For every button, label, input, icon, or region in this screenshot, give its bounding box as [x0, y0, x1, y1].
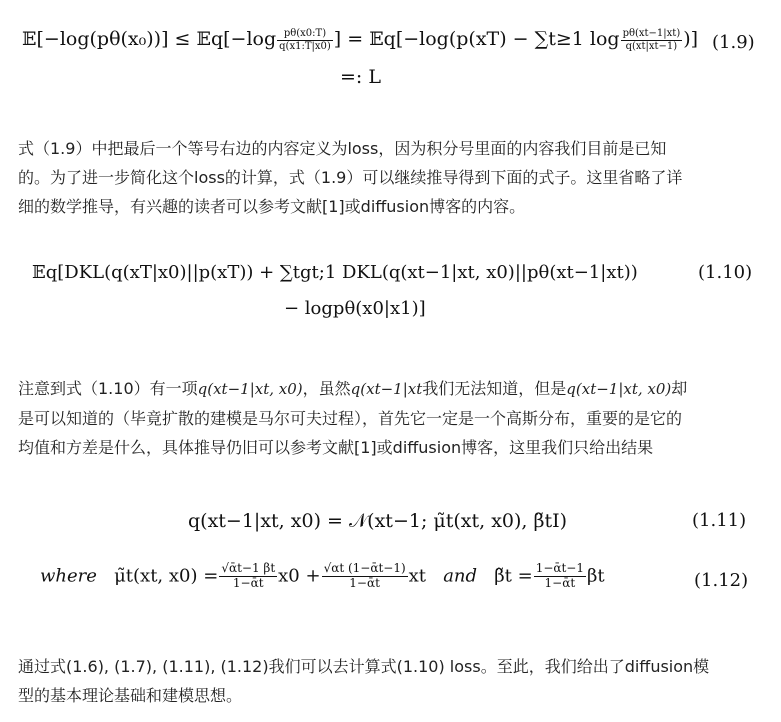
eq-1-12-where: where: [40, 565, 97, 587]
inline-math-2: q(xt−1|xt: [350, 380, 423, 398]
equation-number-1-12: (1.12): [694, 570, 749, 591]
eq-1-12-fraction-2: $\frac{\text{√αt (1−ᾱt−1)}}{\text{1−ᾱt}}$: [323, 561, 406, 590]
paragraph-1-line-3: 细的数学推导，有兴趣的读者可以参考文献[1]或diffusion博客的内容。: [18, 197, 526, 216]
paragraph-3-line-2: 型的基本理论基础和建模思想。: [18, 686, 243, 705]
eq-1-9-lhs: 𝔼[−log(pθ(x₀))] ≤ 𝔼q[−log: [22, 28, 277, 50]
equation-1-10-line-1: 𝔼q[DKL(q(xT|x0)||p(xT)) + ∑tgt;1 DKL(q(xt−1|xt, x0)||pθ(xt−1|xt)): [32, 262, 638, 283]
equation-1-11: q(xt−1|xt, x0) = 𝒩(xt−1; μ̃t(xt, x0), β̃tI): [188, 510, 568, 532]
inline-math-3: q(xt−1|xt, x0): [566, 380, 672, 398]
paragraph-1-line-1: 式（1.9）中把最后一个等号右边的内容定义为loss，因为积分号里面的内容我们目前是已知: [18, 139, 667, 158]
paragraph-3-line-1: 通过式(1.6), (1.7), (1.11), (1.12)我们可以去计算式(1.10) loss。至此，我们给出了diffusion模: [18, 657, 710, 676]
paragraph-2-line-1: 注意到式（1.10）有一项q(xt−1|xt, x0)，虽然q(xt−1|xt我们无法知道，但是q(xt−1|xt, x0)却: [18, 379, 688, 398]
eq-1-12-fraction-3: $\frac{\text{1−ᾱt−1}}{\text{1−ᾱt}}$: [535, 561, 584, 590]
paragraph-1: [18, 134, 766, 221]
equation-number-1-9: (1.9): [712, 32, 755, 53]
equation-1-10-line-2: − logpθ(x0|x1)]: [284, 298, 426, 319]
paragraph-3: [18, 652, 766, 710]
paragraph-2-line-3: 均值和方差是什么，具体推导仍旧可以参考文献[1]或diffusion博客，这里我们只给出结果: [18, 438, 654, 457]
eq-1-9-end: )]: [683, 28, 699, 50]
equation-1-9: [22, 28, 698, 52]
eq-1-9-line2: =: L: [340, 66, 381, 88]
paragraph-1-line-2: 的。为了进一步简化这个loss的计算，式（1.9）可以继续推导得到下面的式子。这里省略了详: [18, 168, 683, 187]
equation-number-1-11: (1.11): [692, 510, 747, 531]
eq-1-9-middle: ] = 𝔼q[−log(p(xT) − ∑t≥1 log: [333, 28, 620, 50]
paragraph-2: [18, 374, 766, 462]
eq-1-12-and: and: [443, 565, 478, 587]
equation-1-12: where μ̃t(xt, x0) = $\frac{\text{√ᾱt−1 βt}}{\text{1−ᾱt}}$ x0 + $\frac{\text{√αt (1−ᾱt−1)}}{\text{1−ᾱt}}$ xt and β̃t = $\frac{\text{1−ᾱt−1}}{\text{1−ᾱt}}$ βt: [40, 561, 605, 590]
eq-1-9-fraction-1: $\frac{p\theta(x0:T)}{q(x1:T|x0)}$: [279, 28, 331, 52]
eq-1-9-fraction-2: $\frac{p\theta(xt-1|xt)}{q(xt|xt-1)}$: [622, 28, 681, 52]
paragraph-2-line-2: 是可以知道的（毕竟扩散的建模是马尔可夫过程），首先它一定是一个高斯分布，重要的是它的: [18, 409, 683, 428]
equation-number-1-10: (1.10): [698, 262, 753, 283]
eq-1-12-fraction-1: $\frac{\text{√ᾱt−1 βt}}{\text{1−ᾱt}}$: [221, 561, 276, 590]
inline-math-1: q(xt−1|xt, x0): [197, 380, 303, 398]
